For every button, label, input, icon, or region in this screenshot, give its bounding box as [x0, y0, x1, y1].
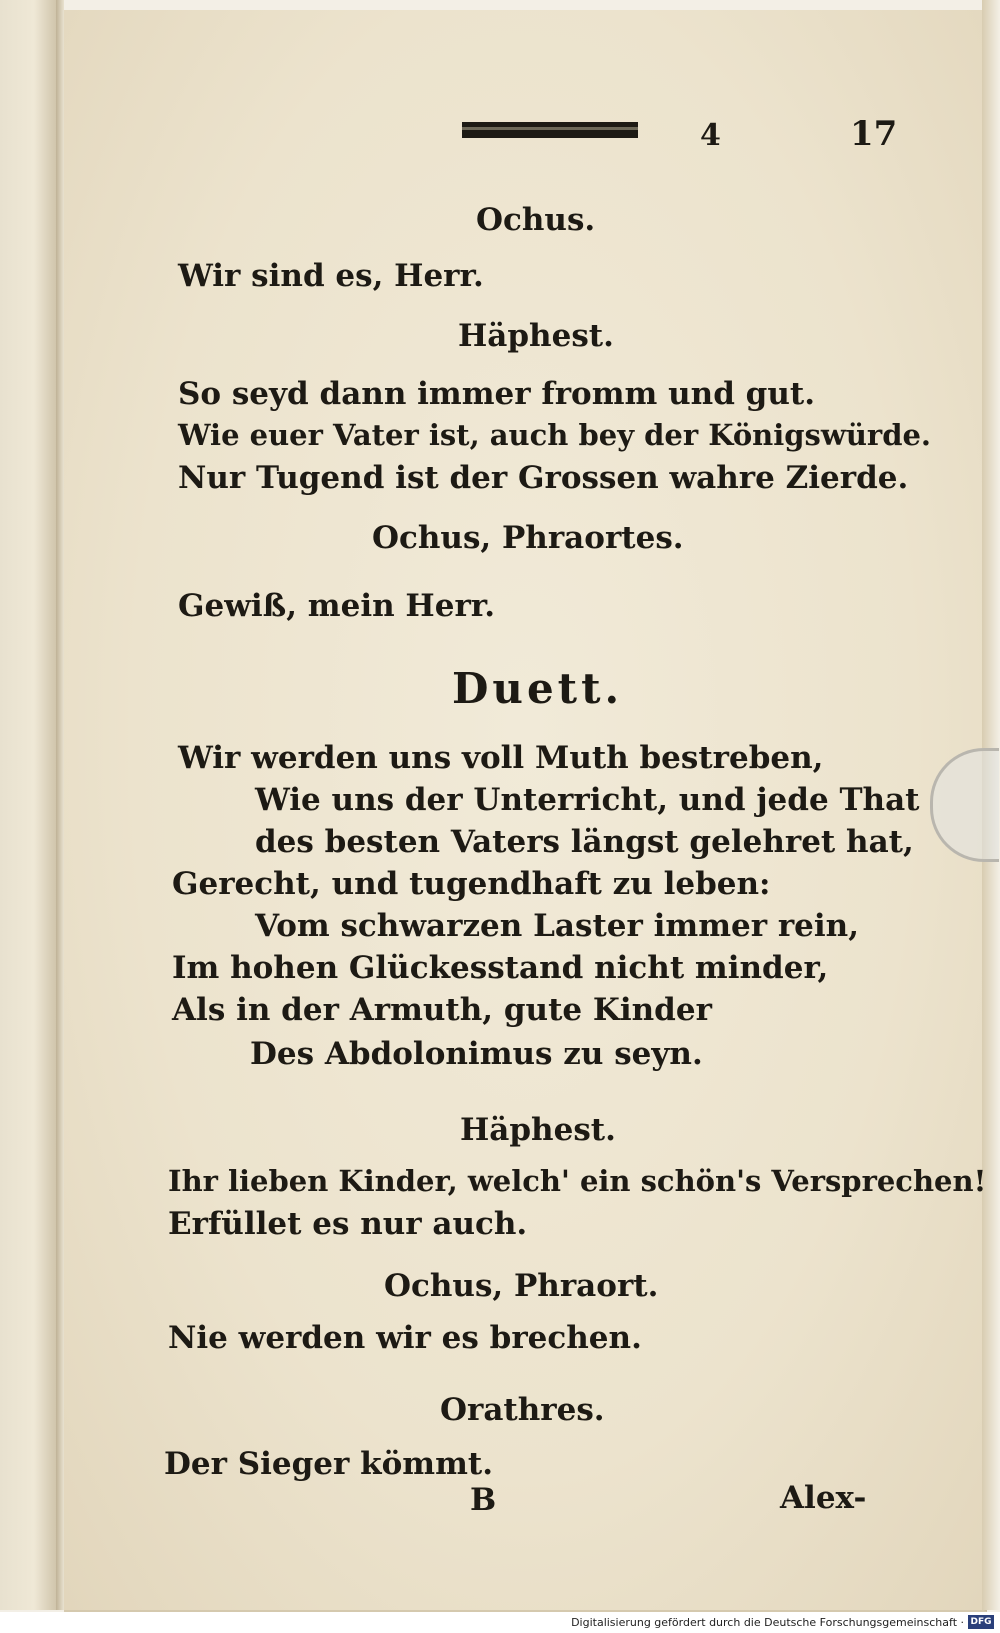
header-rule — [462, 122, 638, 138]
speaker-haephest: Häphest. — [458, 318, 614, 354]
speaker-haephest: Häphest. — [460, 1112, 616, 1148]
duet-line: des besten Vaters längst gelehret hat, — [255, 824, 914, 860]
duet-line: Gerecht, und tugendhaft zu leben: — [172, 866, 771, 902]
text-line: Ihr lieben Kinder, welch' ein schön's Versprechen! — [168, 1164, 987, 1198]
heading-duett: Duett. — [452, 664, 624, 713]
duet-line: Als in der Armuth, gute Kinder — [172, 992, 712, 1028]
dfg-logo[interactable]: DFG — [968, 1615, 994, 1629]
catchword: Alex- — [780, 1480, 867, 1516]
speaker-ochus-phraort: Ochus, Phraort. — [384, 1268, 659, 1304]
duet-line: Wir werden uns voll Muth bestreben, — [178, 740, 824, 776]
duet-line: Im hohen Glückesstand nicht minder, — [172, 950, 829, 986]
book-spine — [0, 0, 62, 1610]
footer-credit: Digitalisierung gefördert durch die Deutsche Forschungsgemeinschaft · — [571, 1616, 964, 1629]
spine-edge — [56, 0, 64, 1610]
text-line: Wir sind es, Herr. — [178, 258, 484, 294]
text-line: Erfüllet es nur auch. — [168, 1206, 528, 1242]
duet-line: Vom schwarzen Laster immer rein, — [255, 908, 860, 944]
header-mark: 4 — [700, 118, 721, 153]
duet-line: Des Abdolonimus zu seyn. — [250, 1036, 703, 1072]
text-line: So seyd dann immer fromm und gut. — [178, 376, 815, 412]
speaker-ochus-phraortes: Ochus, Phraortes. — [372, 520, 684, 556]
speaker-orathres: Orathres. — [440, 1392, 605, 1428]
text-line: Wie euer Vater ist, auch bey der Königswürde. — [178, 418, 932, 452]
page-number: 17 — [850, 114, 898, 154]
text-line: Gewiß, mein Herr. — [178, 588, 496, 624]
printer-signature: B — [470, 1482, 497, 1518]
speaker-ochus: Ochus. — [476, 202, 596, 238]
text-line: Nie werden wir es brechen. — [168, 1320, 642, 1356]
duet-line: Wie uns der Unterricht, und jede That — [255, 782, 920, 818]
text-line: Der Sieger kömmt. — [164, 1446, 494, 1482]
text-line: Nur Tugend ist der Grossen wahre Zierde. — [178, 460, 909, 496]
